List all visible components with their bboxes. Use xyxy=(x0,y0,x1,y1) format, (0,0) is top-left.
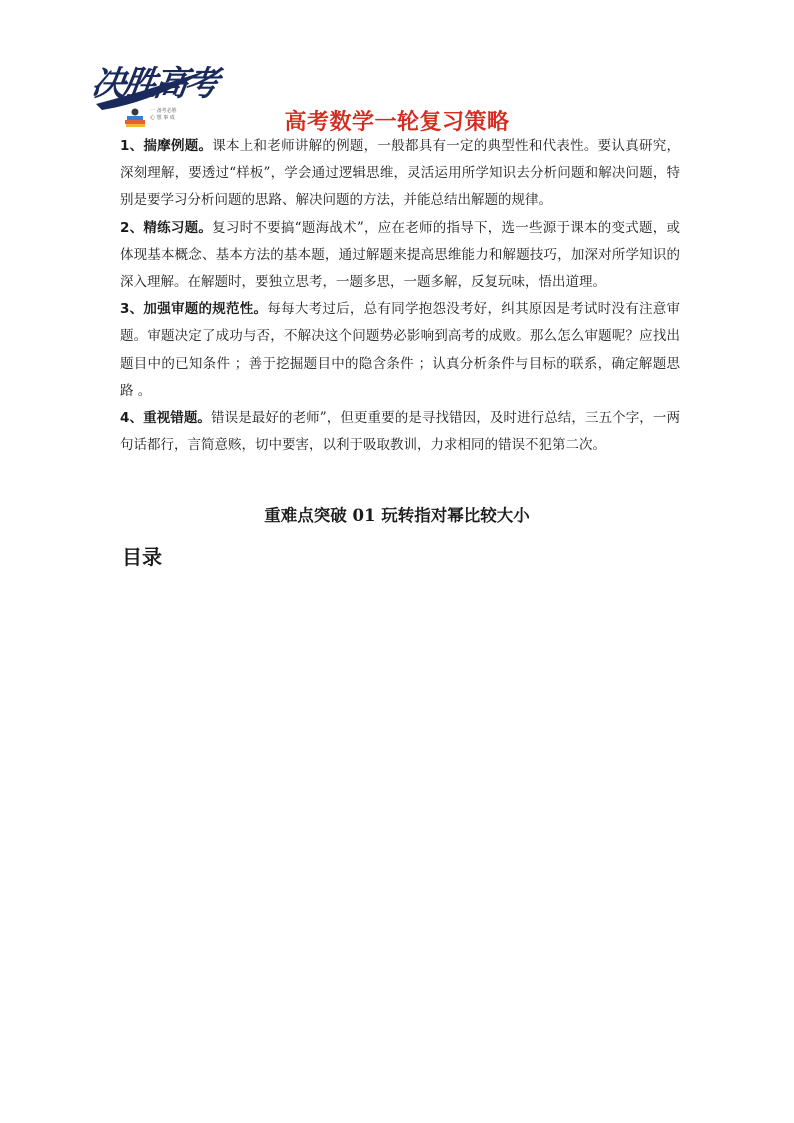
strategy-lead: 4、重视错题。 xyxy=(120,410,212,427)
logo-text: 决胜高考 xyxy=(88,64,219,104)
strategy-body: 复习时不要搞“题海战术”，应在老师的指导下，选一些源于课本的变式题，或体现基本概念、基本方法的基本题，通过解题来提高思维能力和解题技巧，加深对所学知识的深入理解。在解题时，要独立思考，一题多思，一题多解，反复玩味，悟出道理。 xyxy=(120,219,680,291)
page-title: 高考数学一轮复习策略 xyxy=(284,110,510,135)
section-title: 重难点突破 01 玩转指对幂比较大小 xyxy=(264,506,530,525)
toc-heading: 目录 xyxy=(122,545,162,569)
strategy-item xyxy=(120,296,680,405)
strategy-item xyxy=(120,215,680,297)
strategy-lead: 2、精练习题。 xyxy=(120,219,213,236)
strategy-body: 错误是最好的老师”，但更重要的是寻找错因，及时进行总结，三五个字，一两句话都行，言简意赅，切中要害，以利于吸取教训，力求相同的错误不犯第二次。 xyxy=(120,410,680,454)
logo-slogan: 一 备考必胜 心 想 事 成 xyxy=(150,108,177,121)
strategy-item xyxy=(120,133,680,215)
strategy-list xyxy=(120,133,680,459)
strategy-body: 每每大考过后，总有同学抱怨没考好，纠其原因是考试时没有注意审题。审题决定了成功与否，不解决这个问题势必影响到高考的成败。那么怎么审题呢？应找出题目中的已知条件 ；善于挖掘题目中的隐含条件 ；认真分析条件与目标的联系，确定解题思路 。 xyxy=(120,301,680,399)
strategy-body: 课本上和老师讲解的例题，一般都具有一定的典型性和代表性。要认真研究，深刻理解，要透过“样板”，学会通过逻辑思维，灵活运用所学知识去分析问题和解决问题，特别是要学习分析问题的思路、解决问题的方法，并能总结出解题的规律。 xyxy=(120,138,680,209)
strategy-item xyxy=(120,405,680,459)
strategy-lead: 1、揣摩例题。 xyxy=(120,138,213,154)
strategy-lead: 3、加强审题的规范性。 xyxy=(120,301,268,318)
